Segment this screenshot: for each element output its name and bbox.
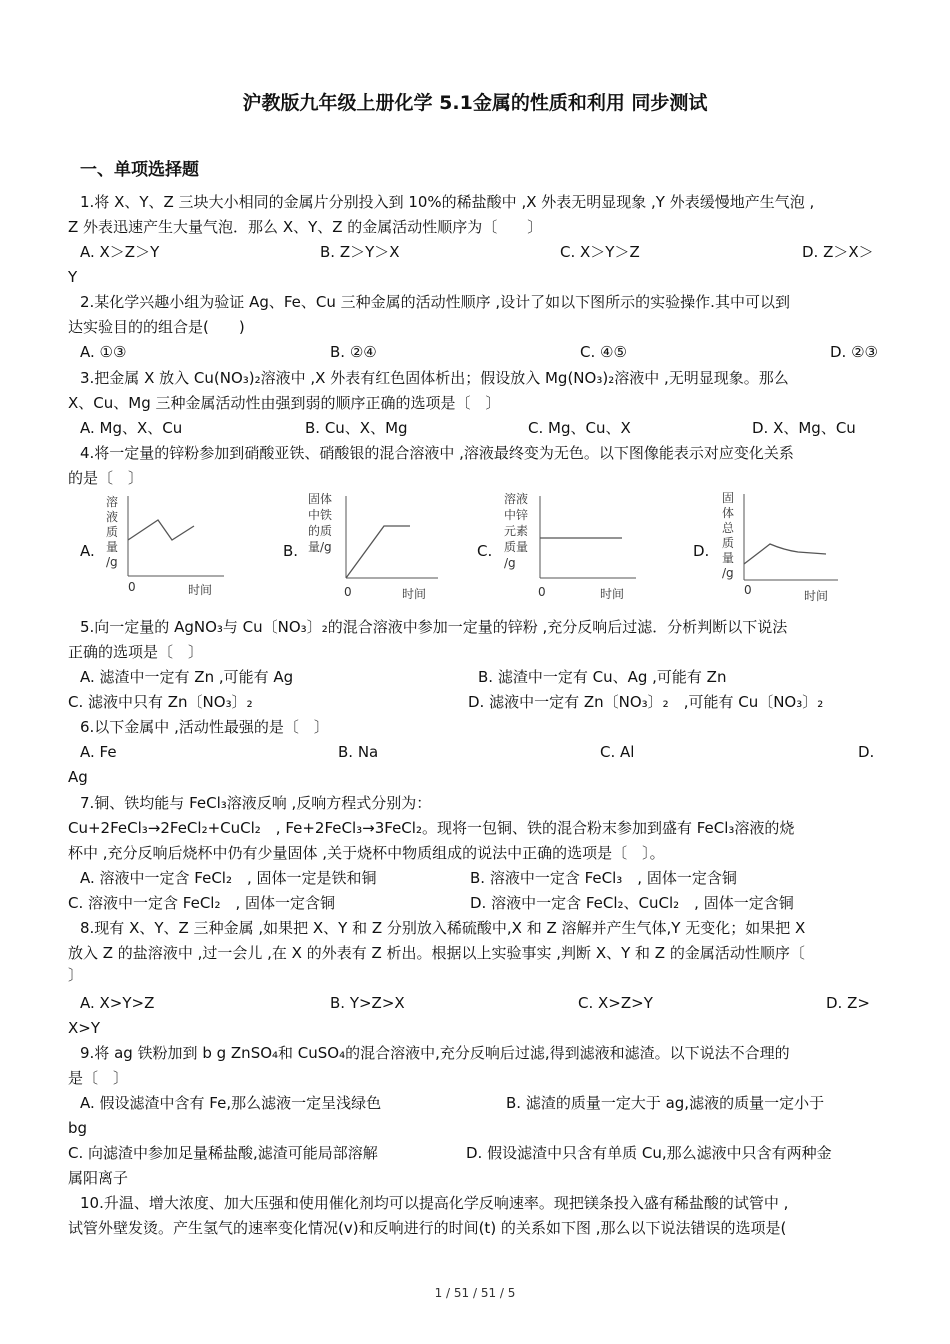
question-8-option-c: C. X>Z>Y (578, 994, 653, 1012)
document-title: 沪教版九年级上册化学 5.1金属的性质和利用 同步测试 (242, 92, 708, 114)
question-8-option-d: D. Z> (826, 994, 870, 1012)
question-7-option-d: D. 溶液中一定含 FeCl₂、CuCl₂ , 固体一定含铜 (470, 894, 794, 912)
question-4-line-2: 的是〔 〕 (68, 469, 144, 487)
question-10-line-2: 试管外壁发烫。产生氢气的速率变化情况(v)和反响进行的时间(t) 的关系如下图 ,那么以下说法错误的选项是( (68, 1219, 787, 1237)
graph-b-ylabel-2: 中铁 (308, 508, 333, 522)
question-6-option-b: B. Na (338, 743, 379, 761)
graph-d-ylabel-6: /g (722, 566, 734, 580)
question-6-line-1: 6.以下金属中 ,活动性最强的是〔 〕 (80, 718, 329, 736)
question-3-option-c: C. Mg、Cu、X (528, 419, 631, 437)
graph-c-origin: 0 (538, 585, 546, 599)
graph-c-xlabel: 时间 (600, 587, 625, 601)
section-heading: 一、单项选择题 (80, 160, 199, 180)
question-3-line-2: X、Cu、Mg 三种金属活动性由强到弱的顺序正确的选项是〔 〕 (68, 394, 501, 412)
page-footer: 1 / 51 / 51 / 5 (434, 1286, 516, 1300)
graph-a-ylabel-3: 质 (106, 525, 119, 539)
question-9-line-1: 9.将 ag 铁粉加到 b g ZnSO₄和 CuSO₄的混合溶液中,充分反响后过滤,得到滤液和滤渣。以下说法不合理的 (80, 1044, 790, 1062)
question-2-line-2: 达实验目的的组合是( ) (68, 318, 245, 336)
graph-d-origin: 0 (744, 583, 752, 597)
question-5-line-2: 正确的选项是〔 〕 (68, 643, 204, 661)
question-5-option-a: A. 滤渣中一定有 Zn ,可能有 Ag (80, 668, 294, 686)
question-8-option-d-wrap: X>Y (68, 1019, 101, 1037)
question-5-option-d: D. 滤液中一定有 Zn〔NO₃〕₂ ,可能有 Cu〔NO₃〕₂ (468, 693, 824, 711)
question-9-option-d-wrap: 属阳离子 (68, 1169, 129, 1187)
graph-b-origin: 0 (344, 585, 352, 599)
question-8-line-2: 放入 Z 的盐溶液中 ,过一会儿 ,在 X 的外表有 Z 析出。根据以上实验事实 ,判断 X、Y 和 Z 的金属活动性顺序〔 (68, 944, 805, 962)
question-3-option-b: B. Cu、X、Mg (305, 419, 408, 437)
graph-d (714, 488, 844, 606)
question-5-line-1: 5.向一定量的 AgNO₃与 Cu〔NO₃〕₂的混合溶液中参加一定量的锌粉 ,充分反响后过滤．分析判断以下说法 (80, 618, 788, 636)
question-4-option-b: B. (283, 542, 299, 560)
question-2-option-c: C. ④⑤ (580, 343, 627, 361)
question-7-option-b: B. 溶液中一定含 FeCl₃ , 固体一定含铜 (470, 869, 737, 887)
question-4-option-d: D. (693, 542, 710, 560)
graph-d-ylabel-4: 质 (722, 536, 735, 550)
graph-b-ylabel-4: 量/g (308, 540, 332, 554)
question-1-line-1: 1.将 X、Y、Z 三块大小相同的金属片分别投入到 10%的稀盐酸中 ,X 外表无明显现象 ,Y 外表缓慢地产生气泡 , (80, 193, 815, 211)
question-4-option-c: C. (477, 542, 493, 560)
question-1-line-2: Z 外表迅速产生大量气泡．那么 X、Y、Z 的金属活动性顺序为〔 〕 (68, 218, 543, 236)
graph-d-xlabel: 时间 (804, 589, 829, 603)
graph-b-xlabel: 时间 (402, 587, 427, 601)
question-6-option-d-wrap: Ag (68, 768, 88, 786)
question-7-line-1: 7.铜、铁均能与 FeCl₃溶液反响 ,反响方程式分别为： (80, 794, 432, 812)
graph-d-ylabel-1: 固 (722, 491, 735, 505)
question-9-option-a: A. 假设滤渣中含有 Fe,那么滤液一定呈浅绿色 (80, 1094, 382, 1112)
graph-c (496, 488, 641, 603)
question-2-option-a: A. ①③ (80, 343, 127, 361)
question-9-line-2: 是〔 〕 (68, 1069, 129, 1087)
question-6-option-a: A. Fe (80, 743, 117, 761)
graph-b-ylabel-3: 的质 (308, 524, 333, 538)
question-9-option-b-wrap: bg (68, 1119, 88, 1137)
graph-a (100, 488, 230, 600)
question-9-option-b: B. 滤渣的质量一定大于 ag,滤液的质量一定小于 (506, 1094, 825, 1112)
graph-a-origin: 0 (128, 580, 136, 594)
graph-a-ylabel-5: /g (106, 555, 118, 569)
question-6-option-d: D. (858, 743, 875, 761)
question-7-option-a: A. 溶液中一定含 FeCl₂ , 固体一定是铁和铜 (80, 869, 377, 887)
question-1-option-d-wrap: Y (68, 268, 78, 286)
question-6-option-c: C. Al (600, 743, 635, 761)
graph-c-ylabel-1: 溶液 (504, 492, 529, 506)
question-3-option-a: A. Mg、X、Cu (80, 419, 183, 437)
graph-a-xlabel: 时间 (188, 583, 213, 597)
question-8-line-3: 〕 (68, 966, 84, 984)
question-8-option-a: A. X>Y>Z (80, 994, 155, 1012)
question-4-line-1: 4.将一定量的锌粉参加到硝酸亚铁、硝酸银的混合溶液中 ,溶液最终变为无色。以下图像能表示对应变化关系 (80, 444, 794, 462)
graph-c-ylabel-5: /g (504, 556, 516, 570)
question-1-option-d: D. Z＞X＞ (802, 243, 874, 261)
question-4-option-a: A. (80, 542, 95, 560)
question-5-option-c: C. 滤液中只有 Zn〔NO₃〕₂ (68, 693, 253, 711)
question-9-option-d: D. 假设滤渣中只含有单质 Cu,那么滤液中只含有两种金 (466, 1144, 832, 1162)
graph-d-ylabel-2: 体 (722, 506, 735, 520)
question-5-option-b: B. 滤渣中一定有 Cu、Ag ,可能有 Zn (478, 668, 727, 686)
question-2-option-d: D. ②③ (830, 343, 878, 361)
question-7-line-3: 杯中 ,充分反响后烧杯中仍有少量固体 ,关于烧杯中物质组成的说法中正确的选项是〔 〕。 (68, 844, 665, 862)
graph-a-ylabel-4: 量 (106, 540, 119, 554)
question-10-line-1: 10.升温、增大浓度、加大压强和使用催化剂均可以提高化学反响速率。现把镁条投入盛有稀盐酸的试管中 , (80, 1194, 789, 1212)
question-7-option-c: C. 溶液中一定含 FeCl₂ , 固体一定含铜 (68, 894, 336, 912)
graph-d-ylabel-3: 总 (722, 521, 735, 535)
question-2-line-1: 2.某化学兴趣小组为验证 Ag、Fe、Cu 三种金属的活动性顺序 ,设计了如以下图所示的实验操作.其中可以到 (80, 293, 790, 311)
question-3-option-d: D. X、Mg、Cu (752, 419, 856, 437)
question-9-option-c: C. 向滤渣中参加足量稀盐酸,滤渣可能局部溶解 (68, 1144, 378, 1162)
graph-a-ylabel-2: 液 (106, 510, 119, 524)
question-2-option-b: B. ②④ (330, 343, 377, 361)
graph-a-ylabel-1: 溶 (106, 495, 119, 509)
question-1-option-c: C. X＞Y＞Z (560, 243, 640, 261)
question-8-option-b: B. Y>Z>X (330, 994, 405, 1012)
question-7-line-2: Cu+2FeCl₃→2FeCl₂+CuCl₂ , Fe+2FeCl₃→3FeCl₂。现将一包铜、铁的混合粉末参加到盛有 FeCl₃溶液的烧 (68, 819, 795, 837)
graph-c-ylabel-2: 中锌 (504, 508, 529, 522)
question-1-option-a: A. X＞Z＞Y (80, 243, 160, 261)
graph-c-ylabel-4: 质量 (504, 540, 529, 554)
graph-d-ylabel-5: 量 (722, 551, 735, 565)
graph-c-ylabel-3: 元素 (504, 524, 529, 538)
question-1-option-b: B. Z＞Y＞X (320, 243, 400, 261)
graph-b (302, 488, 442, 603)
graph-b-ylabel-1: 固体 (308, 492, 333, 506)
question-3-line-1: 3.把金属 X 放入 Cu(NO₃)₂溶液中 ,X 外表有红色固体析出；假设放入 Mg(NO₃)₂溶液中 ,无明显现象。那么 (80, 369, 789, 387)
question-8-line-1: 8.现有 X、Y、Z 三种金属 ,如果把 X、Y 和 Z 分别放入稀硫酸中,X 和 Z 溶解并产生气体,Y 无变化；如果把 X (80, 919, 806, 937)
